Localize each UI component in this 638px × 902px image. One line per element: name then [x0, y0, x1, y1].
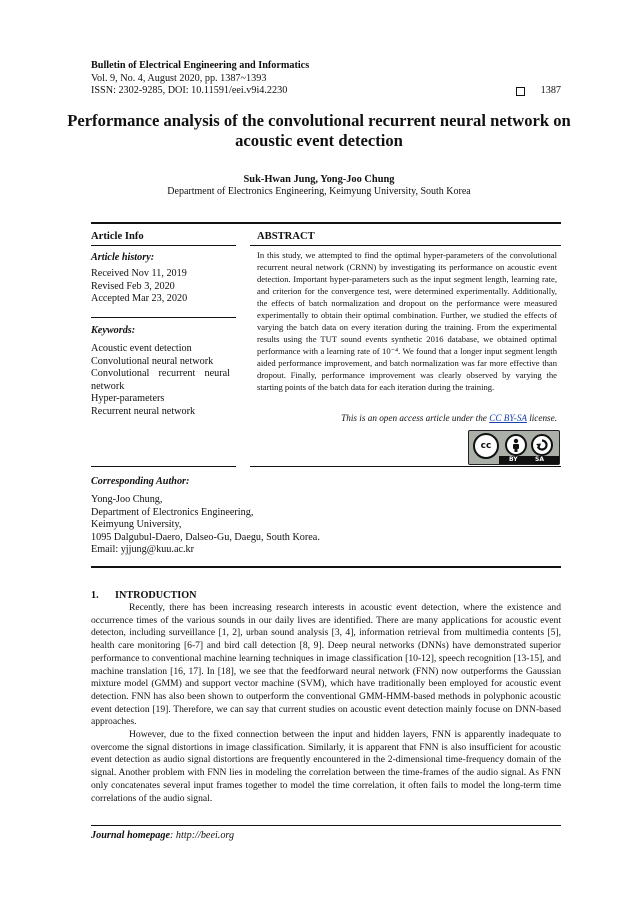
open-access-prefix: This is an open access article under the [341, 413, 490, 423]
abstract-heading: ABSTRACT [257, 231, 315, 242]
volume-line: Vol. 9, No. 4, August 2020, pp. 1387~1393 [91, 72, 267, 84]
open-access-suffix: license. [526, 413, 557, 423]
author-name: Yong-Joo Chung, [91, 494, 163, 505]
open-access-note [257, 413, 557, 423]
section-title: INTRODUCTION [115, 590, 197, 601]
cc-logo-icon: cc [473, 433, 499, 459]
license-link[interactable]: CC BY-SA [489, 413, 527, 423]
history-list [91, 268, 241, 306]
keywords-list [91, 343, 230, 419]
abstract-rule [250, 245, 561, 246]
sa-label: SA [535, 456, 544, 463]
history-heading: Article history: [91, 252, 155, 263]
cc-by-sa-badge[interactable] [468, 430, 560, 465]
email: Email: yjjung@kuu.ac.kr [91, 544, 195, 556]
footer-label: Journal homepage [91, 830, 170, 841]
article-info-heading: Article Info [91, 231, 144, 242]
article-info-rule [91, 245, 236, 246]
university: Keimyung University, [91, 519, 182, 531]
paragraph: However, due to the fixed connection between the input and hidden layers, FNN is apparently inadequate to overcome the signal distortions in image classification. Similarly, it is apparent that FNN is also insufficient for acoustic event detection as audio signal distortions are frequently encountered in the 2-dimensional time-frequency domain of the signal. Another problem with FNN lies in modeling the correlation between the time-frames of the audio signal. As FNN only concatenates several input frames together to model the time correlation, it often fails to model the long-term time correlations of the audio signal. [91, 729, 561, 804]
keyword: Convolutional recurrent neural network [91, 368, 230, 392]
accepted-date: Accepted Mar 23, 2020 [91, 293, 188, 305]
keyword: Acoustic event detection [91, 343, 192, 354]
section-number: 1. [91, 590, 99, 601]
abstract-text: In this study, we attempted to find the optimal hyper-parameters of the convolutional recurrent neural network (CRNN) by investigating its performance on acoustic event detection. Important hyper-parameters such as the input segment length, learning rate, and criterion for the convergence test, were determined experimentally. Additionally, the effects of batch normalization and dropout on the performance were measured experimentally to obtain their optimal combination. Further, we studied the effects of varying the batch data on every iteration during the training. From the experimental results using the TUT sound events synthetic 2016 database, we obtained optimal performance with a learning rate of 10⁻⁴. We found that a longer input segment length aided performance improvement, and batch normalization was far more effective than dropout. Finally, performance improvement was clearly observed by varying the starting points of the batch data for each iteration during the training. [257, 250, 557, 392]
homepage-link[interactable]: http://beei.org [175, 830, 235, 841]
corresponding-divider [91, 566, 561, 568]
square-icon [516, 87, 525, 96]
attribution-person-icon [505, 434, 527, 456]
keyword: Convolutional neural network [91, 355, 214, 367]
received-date: Received Nov 11, 2019 [91, 268, 187, 279]
page-number-block [516, 85, 561, 98]
issn-line: ISSN: 2302-9285, DOI: 10.11591/eei.v9i4.2230 [91, 85, 288, 96]
footer-rule [91, 825, 561, 826]
revised-date: Revised Feb 3, 2020 [91, 280, 175, 292]
keyword: Recurrent neural network [91, 405, 196, 417]
affiliation: Department of Electronics Engineering, Keimyung University, South Korea [167, 186, 471, 197]
corresponding-heading: Corresponding Author: [91, 476, 190, 487]
department: Department of Electronics Engineering, [91, 506, 254, 518]
journal-name: Bulletin of Electrical Engineering and Informatics [91, 60, 310, 71]
section-heading [91, 590, 197, 601]
footer-sep: : [169, 830, 176, 841]
history-rule [91, 317, 236, 318]
address: 1095 Dalgubul-Daero, Dalseo-Gu, Daegu, South Korea. [91, 531, 320, 543]
keywords-heading: Keywords: [91, 325, 136, 336]
author-list: Suk-Hwan Jung, Yong-Joo Chung [243, 174, 395, 185]
paper-title: Performance analysis of the convolutional recurrent neural network on acoustic event detection [67, 111, 571, 150]
keywords-rule [91, 466, 236, 467]
license-strip [499, 456, 559, 464]
corresponding-details [91, 494, 561, 557]
top-divider [91, 222, 561, 224]
abstract-bottom-rule [250, 466, 561, 467]
share-alike-icon [531, 434, 553, 456]
keyword: Hyper-parameters [91, 393, 165, 405]
by-label: BY [509, 456, 518, 463]
paragraph: Recently, there has been increasing research interests in acoustic event detection, where the existence and occurrence times of the various sounds in our daily lives are identified. There are many applications for acoustic event detecton, including surveillance [1, 2], urban sound analysis [3, 4], information retrieval from multimedia contents [5], health care monitoring [6-7] and bird call detection [8, 9]. Deep neural networks (DNNs) have demonstrated superior performance to conventional machine learning techniques in image classification [10-12], speech recognition [13-15], and machine translation [16, 17]. In [18], we see that the feedforward neural network (FNN) now outperforms the Gaussian mixture model (GMM) and support vector machine (SVM), which have traditionally been employed for acoustic event detection. FNN has also been shown to outperform the conventional GMM-HMM-based methods in polyphonic acoustic event detection [19]. Therefore, we can say that current studies on acoustic event detection mainly focuse on DNN-based approaches. [91, 602, 561, 728]
journal-header [91, 60, 561, 98]
introduction-body [91, 602, 561, 805]
page-number: 1387 [540, 85, 561, 96]
journal-footer [91, 830, 234, 841]
